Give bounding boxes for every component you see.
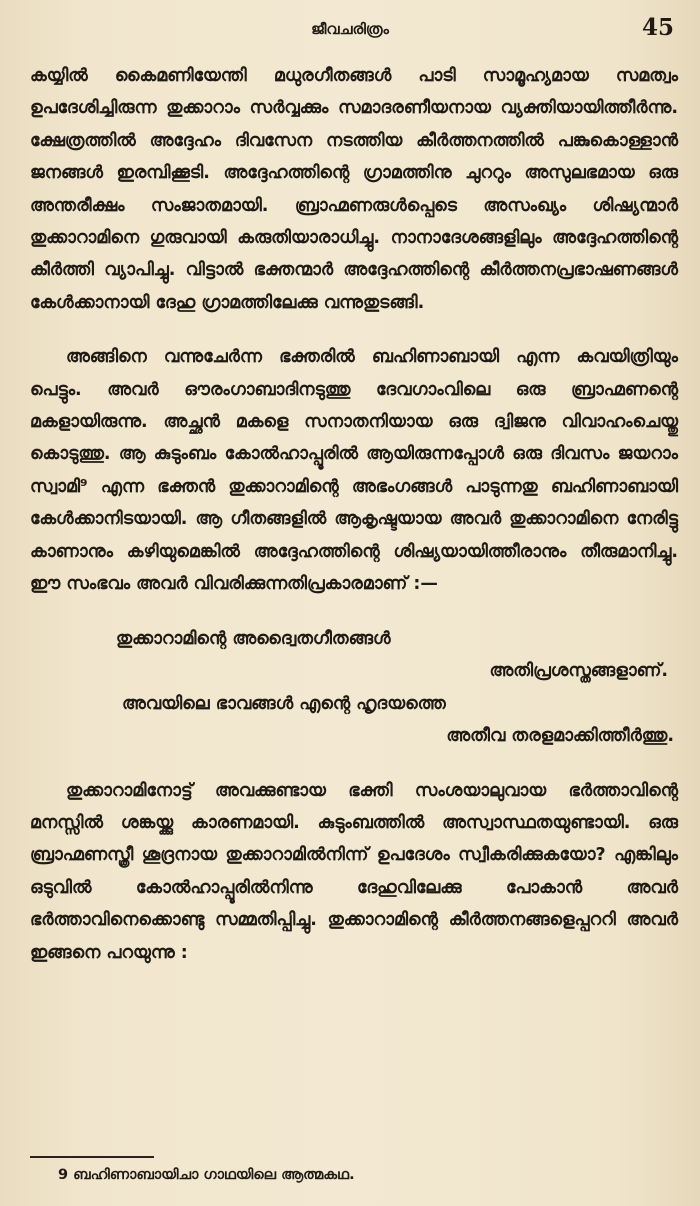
paragraph-1: കയ്യിൽ കൈമണിയേന്തി മധുരഗീതങ്ങൾ പാടി സാമൂഹ്യമായ സമത്വം ഉപദേശിച്ചിരുന്ന തുക്കാറാം സർവ്വക്കും സമാദരണീയനായ വ്യക്തിയായിത്തീർന്നു. ക്ഷേത്രത്തിൽ അദ്ദേഹം ദിവസേന നടത്തിയ കീർത്തനത്തിൽ പങ്കുകൊള്ളാൻ ജനങ്ങൾ ഇരമ്പിക്കൂടി. അദ്ദേഹത്തിന്റെ ഗ്രാമത്തിനു ചുററും അസുലഭമായ ഒരു അന്തരീക്ഷം സംജാതമായി. ബ്രാഹ്മണരുൾപ്പെടെ അസംഖ്യം ശിഷ്യന്മാർ തുക്കാറാമിനെ ഗുരുവായി കരുതിയാരാധിച്ചു. നാനാദേശങ്ങളിലും അദ്ദേഹത്തിന്റെ കീർത്തി വ്യാപിച്ചു. വിട്ടാൽ ഭക്തന്മാർ അദ്ദേഹത്തിന്റെ കീർത്തനപ്രഭാഷണങ്ങൾ കേൾക്കാനായി ദേഹു ഗ്രാമത്തിലേക്കു വന്നുതുടങ്ങി. [30,66,678,313]
body-text [30,60,678,969]
verse-quote [30,623,678,753]
paragraph-3: തുക്കാറാമിനോട്ട് അവക്കുണ്ടായ ഭക്തി സംശയാലുവായ ഭർത്താവിന്റെ മനസ്സിൽ ശങ്കയ്ക്കു കാരണമായി. കുടുംബത്തിൽ അസ്വാസ്ഥതയുണ്ടായി. ഒരു ബ്രാഹ്മണസ്ത്രീ ശൂദ്രനായ തുക്കാറാമിൽനിന്ന് ഉപദേശം സ്വീകരിക്കുകയോ? എങ്കിലും ഒടുവിൽ കോൽഹാപ്പൂരിൽനിന്നു ദേഹുവിലേക്കു പോകാൻ അവർ ഭർത്താവിനെക്കൊണ്ടു സമ്മതിപ്പിച്ചു. തുക്കാറാമിന്റെ കീർത്തനങ്ങളെപ്പററി അവർ ഇങ്ങനെ പറയുന്നു : [30,780,678,963]
verse-line: അതീവ തരളമാക്കിത്തീർത്തു. [446,726,674,746]
paragraph-2: അങ്ങിനെ വന്നുചേർന്ന ഭക്തരിൽ ബഹിണാബായി എന്ന കവയിത്രിയും പെട്ടും. അവർ ഔരംഗാബാദിനടുത്തു ദേവഗാംവിലെ ഒരു ബ്രാഹ്മണന്റെ മകളായിരുന്നു. അച്ഛൻ മകളെ സനാതനിയായ ഒരു ദ്വിജനു വിവാഹംചെയ്തു കൊടുത്തു. ആ കുടുംബം കോൽഹാപ്പൂരിൽ ആയിരുന്നപ്പോൾ ഒരു ദിവസം ജയറാം സ്വാമി⁹ എന്ന ഭക്തൻ തുക്കാറാമിന്റെ അഭംഗങ്ങൾ പാടുന്നതു ബഹിണാബായി കേൾക്കാനിടയായി. ആ ഗീതങ്ങളിൽ ആകൃഷ്ടയായ അവർ തുക്കാറാമിനെ നേരിട്ടു കാണാനും കഴിയുമെങ്കിൽ അദ്ദേഹത്തിന്റെ ശിഷ്യയായിത്തീരാനും തീരുമാനിച്ചു. ഈ സംഭവം അവർ വിവരിക്കുന്നതിപ്രകാരമാണ് :— [30,347,678,595]
verse-line: അവയിലെ ഭാവങ്ങൾ എന്റെ ഹൃദയത്തെ [122,693,446,714]
page-header [0,14,700,48]
verse-line: അതിപ്രശസ്തങ്ങളാണ്. [489,661,668,681]
running-title: ജീവചരിത്രം [311,20,389,38]
footnote-divider [30,1156,154,1158]
footnote: 9 ബഹിണാബായിചാ ഗാഥയിലെ ആത്മകഥ. [58,1167,355,1183]
verse-line: തുക്കാറാമിന്റെ അദ്വൈതഗീതങ്ങൾ [116,628,391,649]
page-number: 45 [641,14,674,41]
